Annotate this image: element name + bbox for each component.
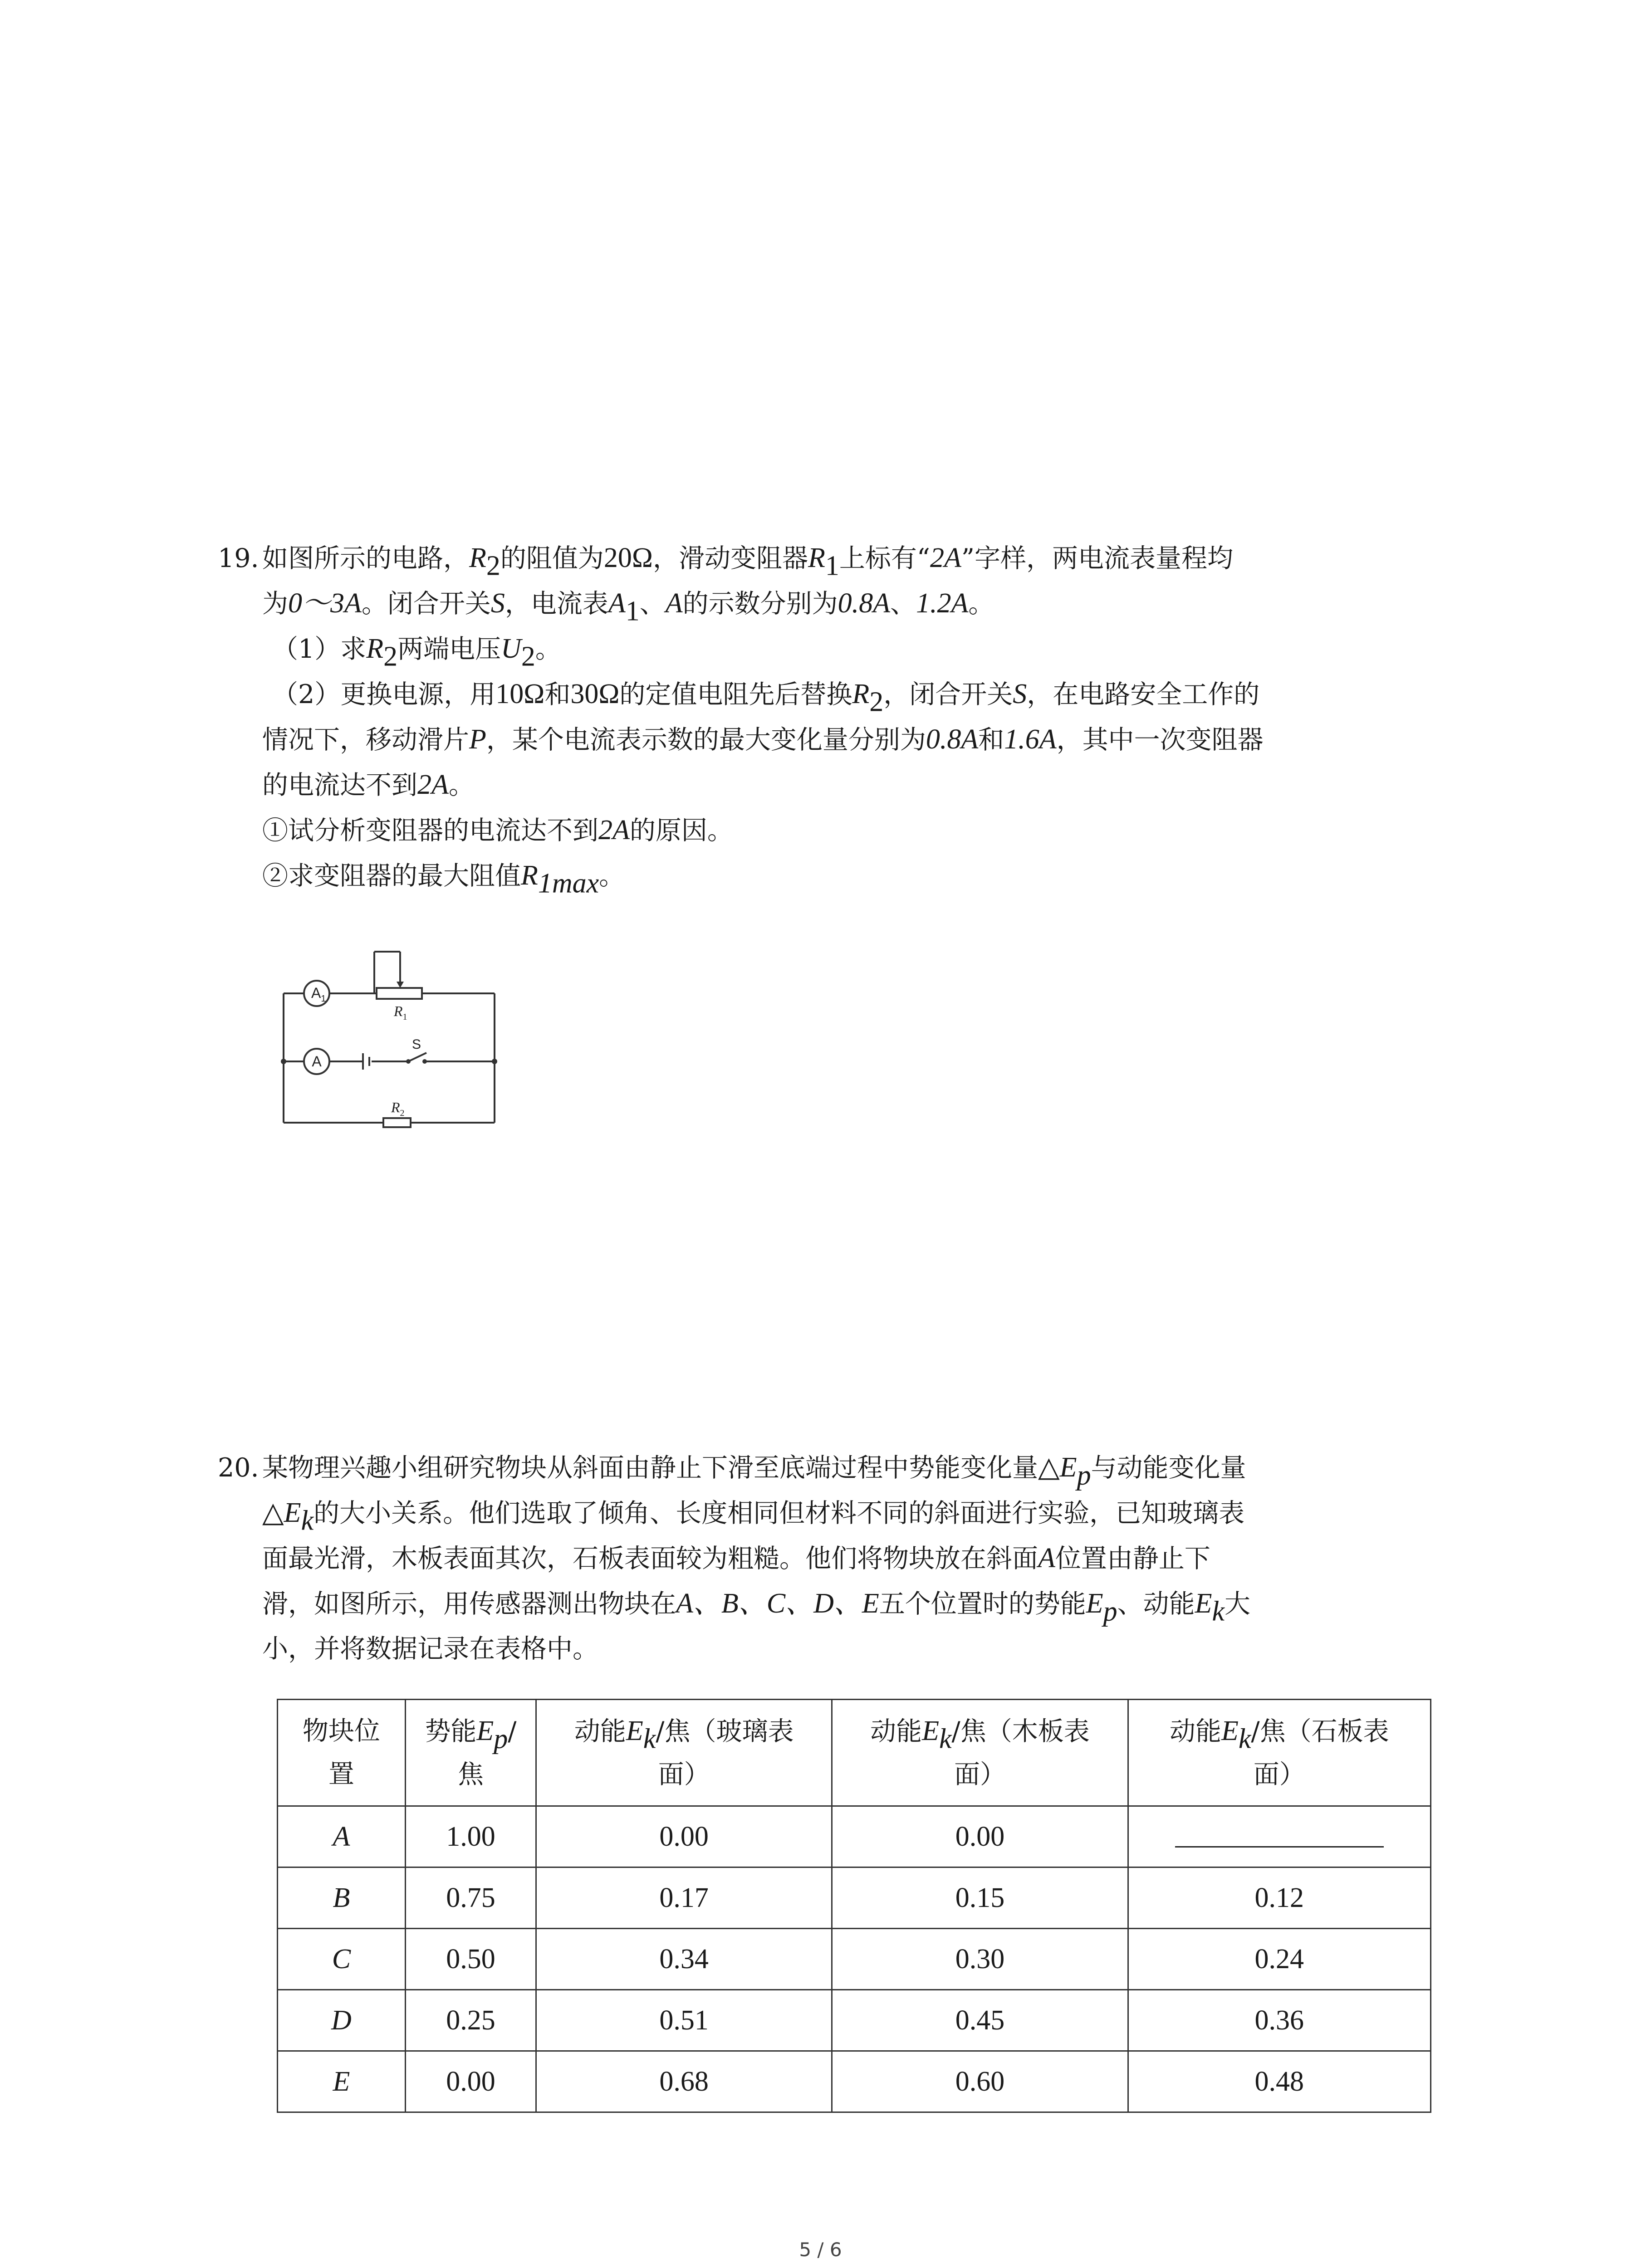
energy-data-table	[277, 1699, 1431, 2113]
q20-line-5: 小，并将数据记录在表格中。	[262, 1634, 598, 1664]
q20-line-2: $\triangle E_k$的大小关系。他们选取了倾角、长度相同但材料不同的斜面进行实验，已知玻璃表	[262, 1497, 1245, 1536]
rheostat-label: $R_1$	[394, 1003, 407, 1022]
junction-left	[281, 1059, 286, 1064]
q19-line-1: 19. 如图所示的电路，$R_2$的阻值为20Ω，滑动变阻器$R_1$上标有“2A”字样，两电流表量程均	[218, 535, 1443, 581]
q19-part-1: （1）求$R_2$两端电压$U_2$。	[272, 633, 561, 672]
table-header-row	[278, 1700, 1431, 1806]
q19-subpart-1: ①试分析变阻器的电流达不到2A的原因。	[262, 815, 733, 846]
table-row: D 0.25 0.51 0.45 0.36	[278, 1990, 1431, 2051]
q19-subpart-2: ②求变阻器的最大阻值$R_{1max}$。	[262, 860, 625, 899]
question-20	[218, 1445, 1443, 1672]
page-number: 5 / 6	[799, 2239, 842, 2261]
q20-line-3: 面最光滑，木板表面其次，石板表面较为粗糙。他们将物块放在斜面A位置由静止下	[262, 1543, 1210, 1574]
q20-line-1: 20. 某物理兴趣小组研究物块从斜面由静止下滑至底端过程中势能变化量$\triangle E_p$与动能变化量	[218, 1445, 1443, 1490]
question-number: 20.	[218, 1453, 259, 1483]
question-19	[218, 535, 1443, 898]
circuit-diagram	[272, 948, 508, 1139]
header-position: 物块位 置	[278, 1700, 406, 1806]
rheostat-r1	[377, 988, 422, 999]
q19-line-6: 的电流达不到2A。	[262, 769, 475, 800]
header-kinetic-glass: 动能$E_k/$焦（玻璃表 面）	[536, 1700, 832, 1806]
answer-blank-cell[interactable]	[1128, 1806, 1430, 1867]
ammeter-a-label: A	[312, 1053, 322, 1070]
header-potential-energy: 势能$E_p/$ 焦	[405, 1700, 536, 1806]
resistor-r2	[383, 1118, 411, 1127]
slider-arrow	[397, 982, 404, 988]
ammeter-a1-label: $A_1$	[311, 985, 326, 1004]
switch-label: S	[411, 1037, 421, 1052]
header-kinetic-wood: 动能$E_k/$焦（木板表 面）	[832, 1700, 1128, 1806]
resistor-label: $R_2$	[391, 1099, 405, 1118]
table-row: A 1.00 0.00 0.00	[278, 1806, 1431, 1867]
table-row: E 0.00 0.68 0.60 0.48	[278, 2051, 1431, 2112]
q19-line-5: 情况下，移动滑片P，某个电流表示数的最大变化量分别为0.8A和1.6A，其中一次变阻器	[262, 724, 1264, 755]
question-number: 19.	[218, 543, 259, 573]
q19-part-2: （2）更换电源，用10Ω和30Ω的定值电阻先后替换$R_2$，闭合开关S，在电路安全工作的	[272, 679, 1260, 718]
answer-blank[interactable]	[1175, 1819, 1384, 1848]
header-kinetic-stone: 动能$E_k/$焦（石板表 面）	[1128, 1700, 1430, 1806]
table-row: B 0.75 0.17 0.15 0.12	[278, 1867, 1431, 1929]
q20-line-4: 滑，如图所示，用传感器测出物块在A、B、C、D、E五个位置时的势能$E_p$、动能$E_k$大	[262, 1588, 1251, 1627]
table-row: C 0.50 0.34 0.30 0.24	[278, 1929, 1431, 1990]
q19-line-2: 为0～3A。闭合开关S，电流表$A_1$、A的示数分别为0.8A、1.2A。	[262, 588, 994, 627]
junction-right	[492, 1059, 497, 1064]
